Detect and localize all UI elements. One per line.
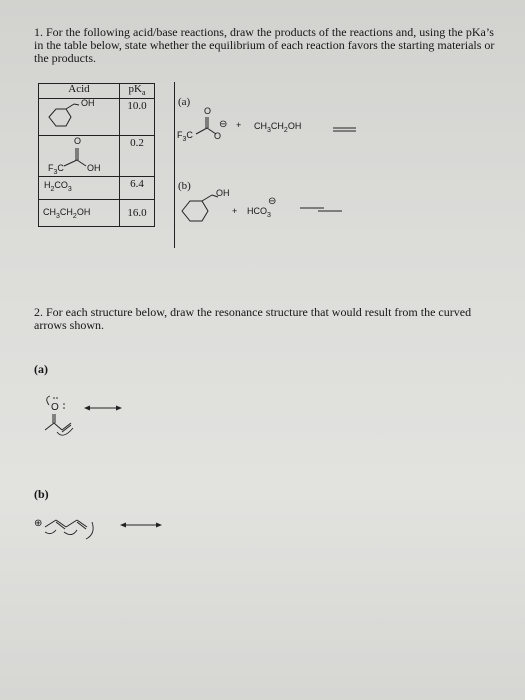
question-2b-cation: ⊕	[34, 518, 43, 529]
pka-value-ethanol: 16.0	[120, 200, 155, 227]
question-2a-label: (a)	[34, 362, 48, 376]
reaction-b-oh: OH	[216, 188, 230, 198]
ethanol: CH3CH2OH	[43, 207, 91, 220]
reaction-a-carbonyl-o: O	[204, 106, 212, 116]
pka-value-phenol: 10.0	[120, 99, 155, 136]
reaction-b-reagent: $HCO_3$	[247, 206, 271, 219]
reaction-b-plus: +	[232, 206, 238, 216]
tfa-f3c: $F_3C$	[48, 163, 64, 176]
tfa-carbonyl-o: O	[74, 136, 82, 147]
acid-header: Acid	[39, 84, 120, 99]
reaction-a-reagent: $CH_3CH_2OH$	[254, 121, 302, 134]
reaction-b-charge: ⊖	[268, 196, 277, 207]
reaction-a-f3c: $F_3C$	[177, 130, 193, 143]
phenol-oh: OH	[81, 98, 95, 109]
carbonic-acid: $H_2CO_3$	[44, 180, 72, 193]
pka-header: $pK_a$	[120, 84, 155, 99]
pka-value-tfa: 0.2	[120, 136, 155, 177]
reaction-a-plus: +	[236, 120, 242, 130]
tfa-oh: OH	[87, 163, 101, 174]
pka-value-carbonic: 6.4	[120, 177, 155, 200]
question-1-text: 1. For the following acid/base reactions, draw the products of the reactions and, using the pKa’s in the table below, state whether the equilibrium of each reaction favors the starting materials or the products.	[34, 25, 495, 65]
question-2a-oxygen: O	[51, 402, 59, 413]
question-2-text: 2. For each structure below, draw the resonance structure that would result from the curved arrows shown.	[34, 305, 472, 332]
reaction-b-label: (b)	[178, 180, 191, 192]
reaction-a-charge: ⊖	[219, 119, 228, 130]
reaction-a-label: (a)	[178, 96, 191, 108]
reaction-a-anion-o: O	[214, 131, 222, 141]
question-2b-label: (b)	[34, 487, 49, 501]
